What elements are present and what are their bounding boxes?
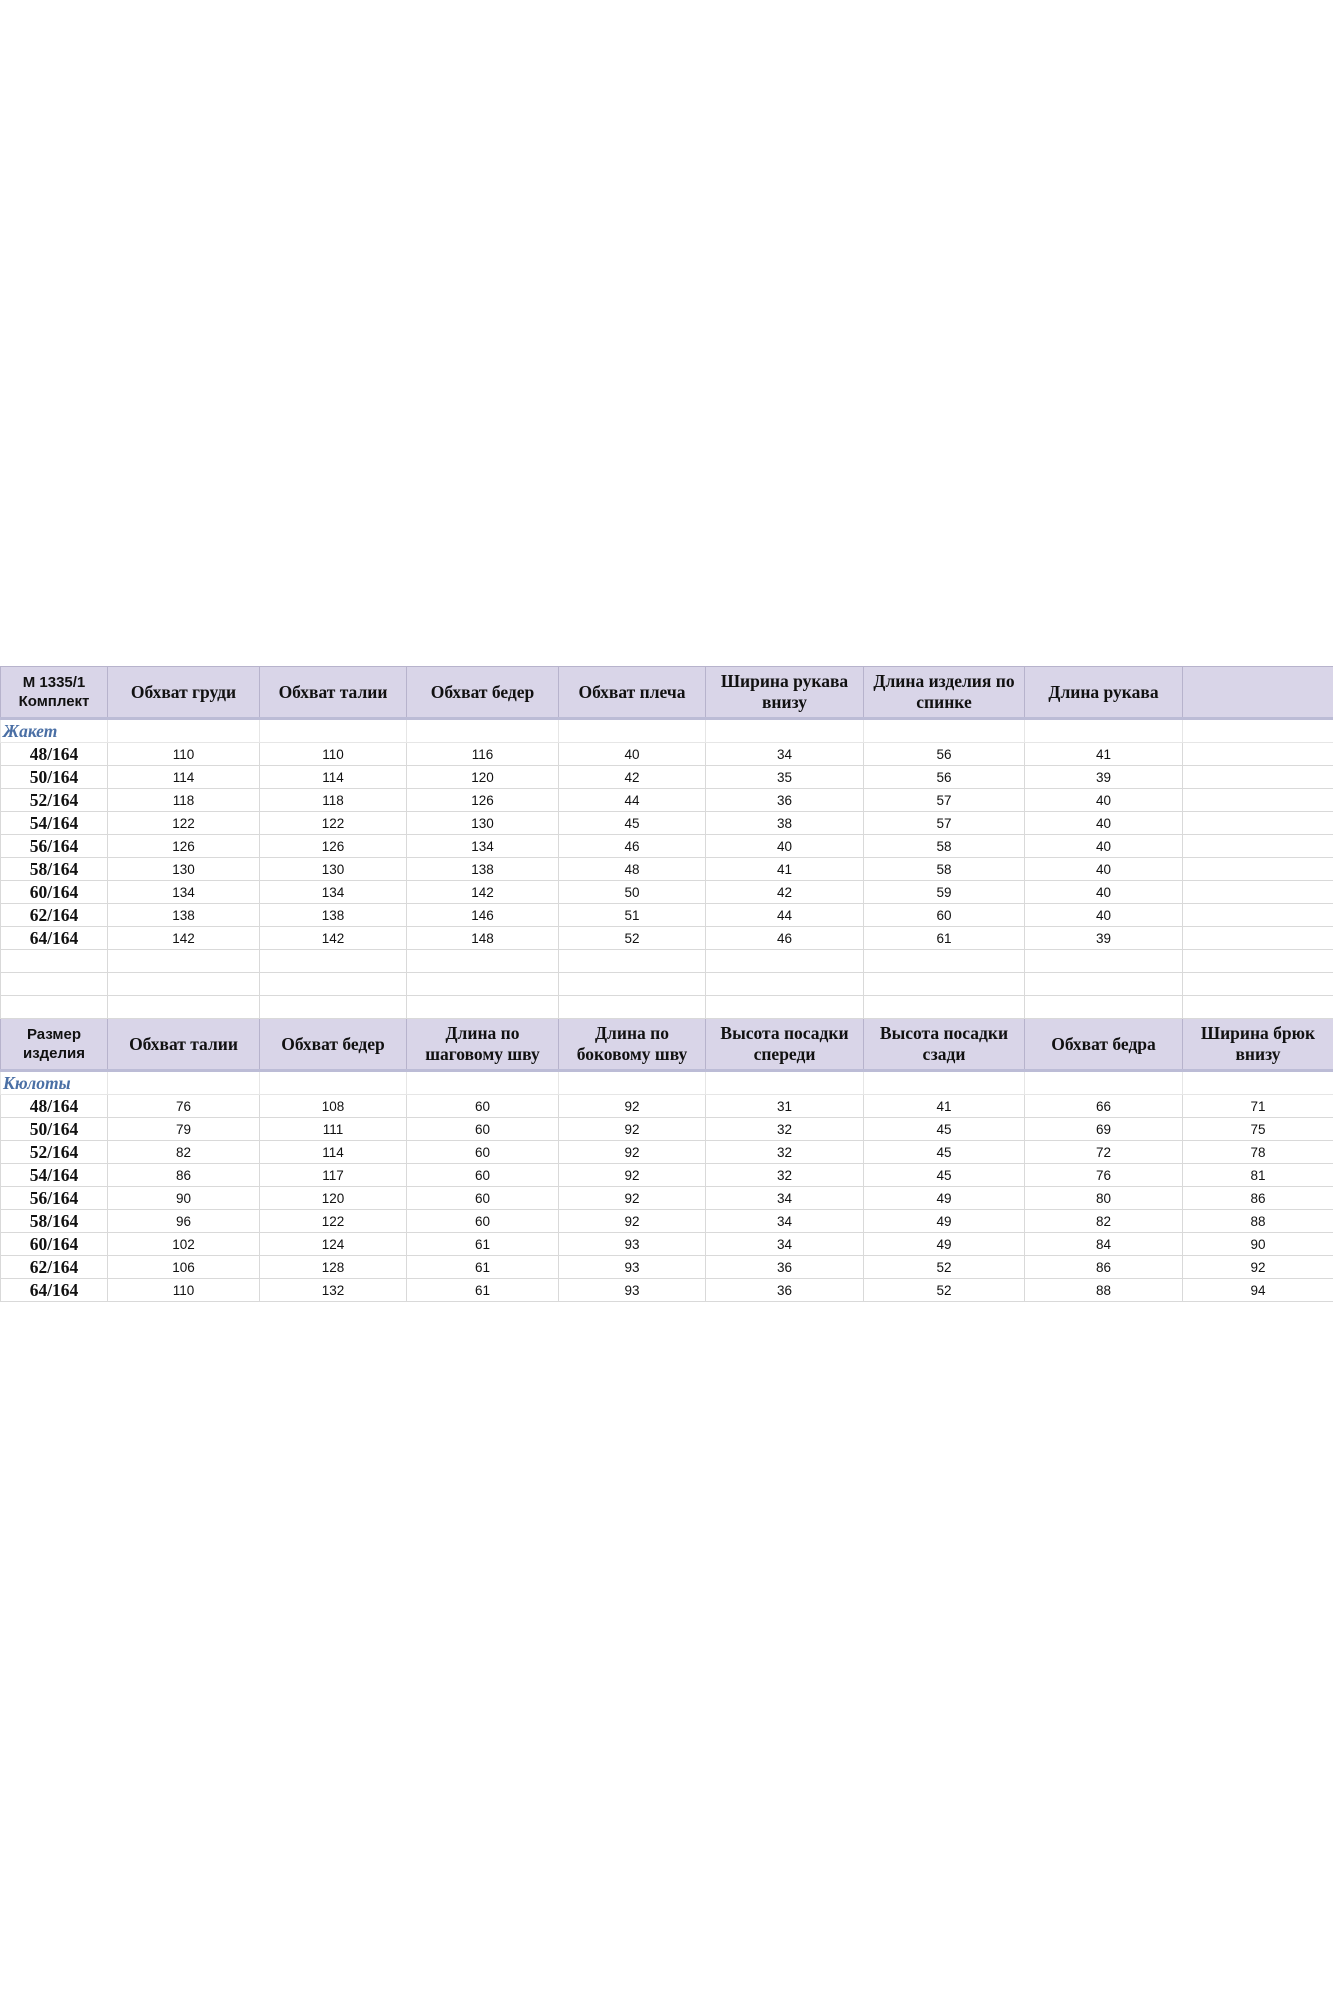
value-cell [1183, 927, 1333, 950]
value-cell: 45 [559, 812, 706, 835]
size-cell: 60/164 [1, 881, 108, 904]
table-row [1, 927, 1333, 950]
value-cell: 78 [1183, 1141, 1333, 1164]
empty-cell [260, 996, 407, 1019]
table-row [1, 766, 1333, 789]
column-header-cell [559, 667, 706, 719]
empty-cell [108, 973, 260, 996]
empty-cell [1183, 719, 1333, 743]
value-cell: 86 [108, 1164, 260, 1187]
empty-cell [108, 1071, 260, 1095]
value-cell: 102 [108, 1233, 260, 1256]
value-cell: 124 [260, 1233, 407, 1256]
value-cell: 66 [1025, 1095, 1183, 1118]
empty-cell [1183, 996, 1333, 1019]
empty-cell [1025, 950, 1183, 973]
table-row [1, 1118, 1333, 1141]
empty-cell [864, 719, 1025, 743]
size-cell: 62/164 [1, 904, 108, 927]
value-cell: 42 [559, 766, 706, 789]
value-cell [1183, 789, 1333, 812]
value-cell: 82 [108, 1141, 260, 1164]
value-cell: 38 [706, 812, 864, 835]
empty-cell [864, 996, 1025, 1019]
size-cell: 50/164 [1, 1118, 108, 1141]
empty-cell [1025, 719, 1183, 743]
size-cell: 64/164 [1, 927, 108, 950]
value-cell: 110 [108, 743, 260, 766]
column-header-cell [1025, 1019, 1183, 1071]
value-cell: 58 [864, 835, 1025, 858]
column-header: Ширина рукава внизу [720, 671, 849, 712]
column-header: Обхват плеча [578, 681, 686, 702]
value-cell: 81 [1183, 1164, 1333, 1187]
value-cell: 120 [407, 766, 559, 789]
value-cell: 39 [1025, 766, 1183, 789]
value-cell: 138 [407, 858, 559, 881]
empty-cell [1, 950, 108, 973]
value-cell: 76 [1025, 1164, 1183, 1187]
value-cell: 84 [1025, 1233, 1183, 1256]
table-row [1, 1256, 1333, 1279]
value-cell: 86 [1025, 1256, 1183, 1279]
value-cell [1183, 881, 1333, 904]
value-cell: 41 [706, 858, 864, 881]
empty-cell [108, 996, 260, 1019]
value-cell: 93 [559, 1279, 706, 1302]
value-cell: 93 [559, 1233, 706, 1256]
size-cell: 58/164 [1, 858, 108, 881]
value-cell: 132 [260, 1279, 407, 1302]
empty-cell [407, 950, 559, 973]
value-cell: 138 [108, 904, 260, 927]
empty-cell [559, 719, 706, 743]
value-cell: 126 [260, 835, 407, 858]
value-cell: 93 [559, 1256, 706, 1279]
empty-cell [407, 973, 559, 996]
empty-cell [1183, 1071, 1333, 1095]
value-cell: 118 [108, 789, 260, 812]
value-cell [1183, 904, 1333, 927]
empty-cell [407, 719, 559, 743]
value-cell: 92 [559, 1118, 706, 1141]
value-cell: 122 [108, 812, 260, 835]
empty-cell [1, 996, 108, 1019]
column-header: Обхват бедра [1051, 1033, 1156, 1054]
empty-cell [1025, 996, 1183, 1019]
value-cell: 34 [706, 743, 864, 766]
value-cell: 32 [706, 1118, 864, 1141]
value-cell: 71 [1183, 1095, 1333, 1118]
column-header-cell [864, 1019, 1025, 1071]
size-cell: 54/164 [1, 1164, 108, 1187]
value-cell: 130 [260, 858, 407, 881]
column-header-cell [1183, 667, 1333, 719]
value-cell: 69 [1025, 1118, 1183, 1141]
value-cell: 60 [407, 1164, 559, 1187]
value-cell: 90 [108, 1187, 260, 1210]
value-cell: 134 [407, 835, 559, 858]
value-cell: 39 [1025, 927, 1183, 950]
column-header: Длина по боковому шву [576, 1023, 688, 1064]
size-cell: 50/164 [1, 766, 108, 789]
column-header-cell [407, 1019, 559, 1071]
size-cell: 58/164 [1, 1210, 108, 1233]
value-cell: 45 [864, 1118, 1025, 1141]
empty-cell [108, 950, 260, 973]
column-header-cell [260, 667, 407, 719]
value-cell [1183, 812, 1333, 835]
value-cell: 128 [260, 1256, 407, 1279]
value-cell: 48 [559, 858, 706, 881]
value-cell: 79 [108, 1118, 260, 1141]
section-row [1, 719, 1333, 743]
value-cell: 31 [706, 1095, 864, 1118]
empty-cell [559, 1071, 706, 1095]
size-cell: 48/164 [1, 743, 108, 766]
table-row [1, 858, 1333, 881]
value-cell: 60 [864, 904, 1025, 927]
value-cell: 40 [1025, 881, 1183, 904]
table-row [1, 743, 1333, 766]
column-header-cell [260, 1019, 407, 1071]
value-cell: 75 [1183, 1118, 1333, 1141]
column-header: Длина рукава [1048, 681, 1159, 702]
empty-cell [260, 973, 407, 996]
value-cell: 45 [864, 1141, 1025, 1164]
section-row [1, 1071, 1333, 1095]
size-cell: 48/164 [1, 1095, 108, 1118]
value-cell: 92 [559, 1164, 706, 1187]
value-cell: 44 [706, 904, 864, 927]
empty-cell [706, 973, 864, 996]
size-chart-table [0, 666, 1333, 1302]
empty-cell [1183, 950, 1333, 973]
column-header-cell [1183, 1019, 1333, 1071]
value-cell: 44 [559, 789, 706, 812]
empty-cell [559, 973, 706, 996]
value-cell: 57 [864, 812, 1025, 835]
column-header: Обхват талии [129, 1033, 238, 1054]
value-cell: 122 [260, 812, 407, 835]
value-cell: 82 [1025, 1210, 1183, 1233]
column-header: Длина по шаговому шву [425, 1023, 540, 1064]
value-cell: 35 [706, 766, 864, 789]
column-header: Обхват талии [278, 681, 388, 702]
empty-cell [559, 996, 706, 1019]
value-cell: 122 [260, 1210, 407, 1233]
column-header: Обхват бедер [281, 1033, 385, 1054]
value-cell: 110 [260, 743, 407, 766]
section-title: Кюлоты [1, 1071, 108, 1095]
table-row [1, 1233, 1333, 1256]
column-header: Высота посадки спереди [720, 1023, 849, 1064]
value-cell: 32 [706, 1164, 864, 1187]
table-row [1, 1141, 1333, 1164]
table-row [1, 1164, 1333, 1187]
value-cell: 126 [407, 789, 559, 812]
table-row [1, 904, 1333, 927]
column-header-cell [108, 1019, 260, 1071]
column-header-cell [407, 667, 559, 719]
empty-cell [864, 1071, 1025, 1095]
value-cell: 36 [706, 1256, 864, 1279]
empty-cell [1025, 1071, 1183, 1095]
value-cell: 34 [706, 1187, 864, 1210]
empty-cell [706, 1071, 864, 1095]
header-label-cell [1, 1019, 108, 1071]
empty-cell [1025, 973, 1183, 996]
column-header: Ширина брюк внизу [1200, 1023, 1316, 1064]
table-row [1, 1095, 1333, 1118]
value-cell: 40 [1025, 835, 1183, 858]
value-cell: 94 [1183, 1279, 1333, 1302]
table-row [1, 812, 1333, 835]
value-cell: 60 [407, 1118, 559, 1141]
value-cell: 142 [260, 927, 407, 950]
value-cell: 61 [407, 1233, 559, 1256]
empty-cell [407, 1071, 559, 1095]
value-cell: 118 [260, 789, 407, 812]
value-cell: 46 [559, 835, 706, 858]
value-cell: 56 [864, 743, 1025, 766]
value-cell: 59 [864, 881, 1025, 904]
value-cell [1183, 835, 1333, 858]
value-cell: 106 [108, 1256, 260, 1279]
value-cell: 52 [864, 1256, 1025, 1279]
value-cell: 51 [559, 904, 706, 927]
table-row [1, 835, 1333, 858]
value-cell: 49 [864, 1233, 1025, 1256]
value-cell: 114 [260, 1141, 407, 1164]
value-cell: 134 [260, 881, 407, 904]
value-cell: 52 [559, 927, 706, 950]
value-cell: 40 [1025, 858, 1183, 881]
value-cell: 50 [559, 881, 706, 904]
value-cell: 148 [407, 927, 559, 950]
value-cell: 61 [864, 927, 1025, 950]
column-header: Обхват бедер [430, 681, 535, 702]
value-cell: 96 [108, 1210, 260, 1233]
header-row [1, 1019, 1333, 1071]
value-cell: 114 [260, 766, 407, 789]
empty-cell [864, 950, 1025, 973]
column-header-cell [1025, 667, 1183, 719]
blank-row [1, 973, 1333, 996]
table-row [1, 1210, 1333, 1233]
empty-cell [706, 719, 864, 743]
value-cell: 92 [559, 1210, 706, 1233]
column-header: Высота посадки сзади [879, 1023, 1009, 1064]
value-cell: 49 [864, 1210, 1025, 1233]
empty-cell [407, 996, 559, 1019]
value-cell: 92 [559, 1141, 706, 1164]
value-cell: 40 [1025, 789, 1183, 812]
value-cell: 130 [108, 858, 260, 881]
value-cell: 88 [1183, 1210, 1333, 1233]
column-header-cell [706, 667, 864, 719]
empty-cell [260, 950, 407, 973]
value-cell: 86 [1183, 1187, 1333, 1210]
value-cell: 34 [706, 1210, 864, 1233]
value-cell: 61 [407, 1279, 559, 1302]
value-cell: 138 [260, 904, 407, 927]
size-cell: 52/164 [1, 1141, 108, 1164]
empty-cell [260, 719, 407, 743]
value-cell: 42 [706, 881, 864, 904]
value-cell: 142 [108, 927, 260, 950]
column-header-cell [559, 1019, 706, 1071]
header-label-cell [1, 667, 108, 719]
empty-cell [706, 950, 864, 973]
size-cell: 52/164 [1, 789, 108, 812]
value-cell: 80 [1025, 1187, 1183, 1210]
value-cell: 49 [864, 1187, 1025, 1210]
value-cell: 41 [1025, 743, 1183, 766]
value-cell: 76 [108, 1095, 260, 1118]
empty-cell [706, 996, 864, 1019]
size-chart-sheet [0, 666, 1333, 1302]
value-cell: 88 [1025, 1279, 1183, 1302]
value-cell: 92 [1183, 1256, 1333, 1279]
value-cell: 40 [559, 743, 706, 766]
value-cell: 61 [407, 1256, 559, 1279]
value-cell: 60 [407, 1210, 559, 1233]
value-cell: 40 [706, 835, 864, 858]
empty-cell [559, 950, 706, 973]
value-cell: 60 [407, 1187, 559, 1210]
size-cell: 62/164 [1, 1256, 108, 1279]
value-cell: 126 [108, 835, 260, 858]
value-cell: 60 [407, 1141, 559, 1164]
empty-cell [260, 1071, 407, 1095]
value-cell: 117 [260, 1164, 407, 1187]
value-cell: 110 [108, 1279, 260, 1302]
value-cell: 36 [706, 1279, 864, 1302]
empty-cell [108, 719, 260, 743]
value-cell: 56 [864, 766, 1025, 789]
value-cell: 116 [407, 743, 559, 766]
value-cell: 90 [1183, 1233, 1333, 1256]
column-header-cell [864, 667, 1025, 719]
value-cell [1183, 766, 1333, 789]
table-row [1, 789, 1333, 812]
table-row [1, 1279, 1333, 1302]
value-cell: 40 [1025, 904, 1183, 927]
column-header: Обхват груди [130, 681, 237, 702]
value-cell: 57 [864, 789, 1025, 812]
value-cell: 120 [260, 1187, 407, 1210]
value-cell [1183, 858, 1333, 881]
blank-row [1, 996, 1333, 1019]
header-row [1, 667, 1333, 719]
value-cell: 40 [1025, 812, 1183, 835]
column-header-cell [706, 1019, 864, 1071]
value-cell: 92 [559, 1095, 706, 1118]
value-cell: 142 [407, 881, 559, 904]
value-cell: 45 [864, 1164, 1025, 1187]
size-cell: 56/164 [1, 835, 108, 858]
value-cell: 111 [260, 1118, 407, 1141]
header-label: Размер изделия [22, 1026, 86, 1062]
value-cell: 52 [864, 1279, 1025, 1302]
empty-cell [1183, 973, 1333, 996]
value-cell: 60 [407, 1095, 559, 1118]
size-cell: 56/164 [1, 1187, 108, 1210]
column-header-cell [108, 667, 260, 719]
value-cell: 130 [407, 812, 559, 835]
table-row [1, 1187, 1333, 1210]
header-label: M 1335/1 Комплект [18, 674, 90, 710]
value-cell: 32 [706, 1141, 864, 1164]
value-cell: 36 [706, 789, 864, 812]
value-cell: 72 [1025, 1141, 1183, 1164]
value-cell: 58 [864, 858, 1025, 881]
empty-cell [864, 973, 1025, 996]
value-cell: 134 [108, 881, 260, 904]
value-cell: 34 [706, 1233, 864, 1256]
size-cell: 64/164 [1, 1279, 108, 1302]
blank-row [1, 950, 1333, 973]
size-cell: 60/164 [1, 1233, 108, 1256]
value-cell: 92 [559, 1187, 706, 1210]
value-cell: 41 [864, 1095, 1025, 1118]
value-cell: 146 [407, 904, 559, 927]
value-cell [1183, 743, 1333, 766]
value-cell: 46 [706, 927, 864, 950]
section-title: Жакет [1, 719, 108, 743]
value-cell: 114 [108, 766, 260, 789]
size-cell: 54/164 [1, 812, 108, 835]
column-header: Длина изделия по спинке [873, 671, 1015, 712]
table-row [1, 881, 1333, 904]
empty-cell [1, 973, 108, 996]
value-cell: 108 [260, 1095, 407, 1118]
